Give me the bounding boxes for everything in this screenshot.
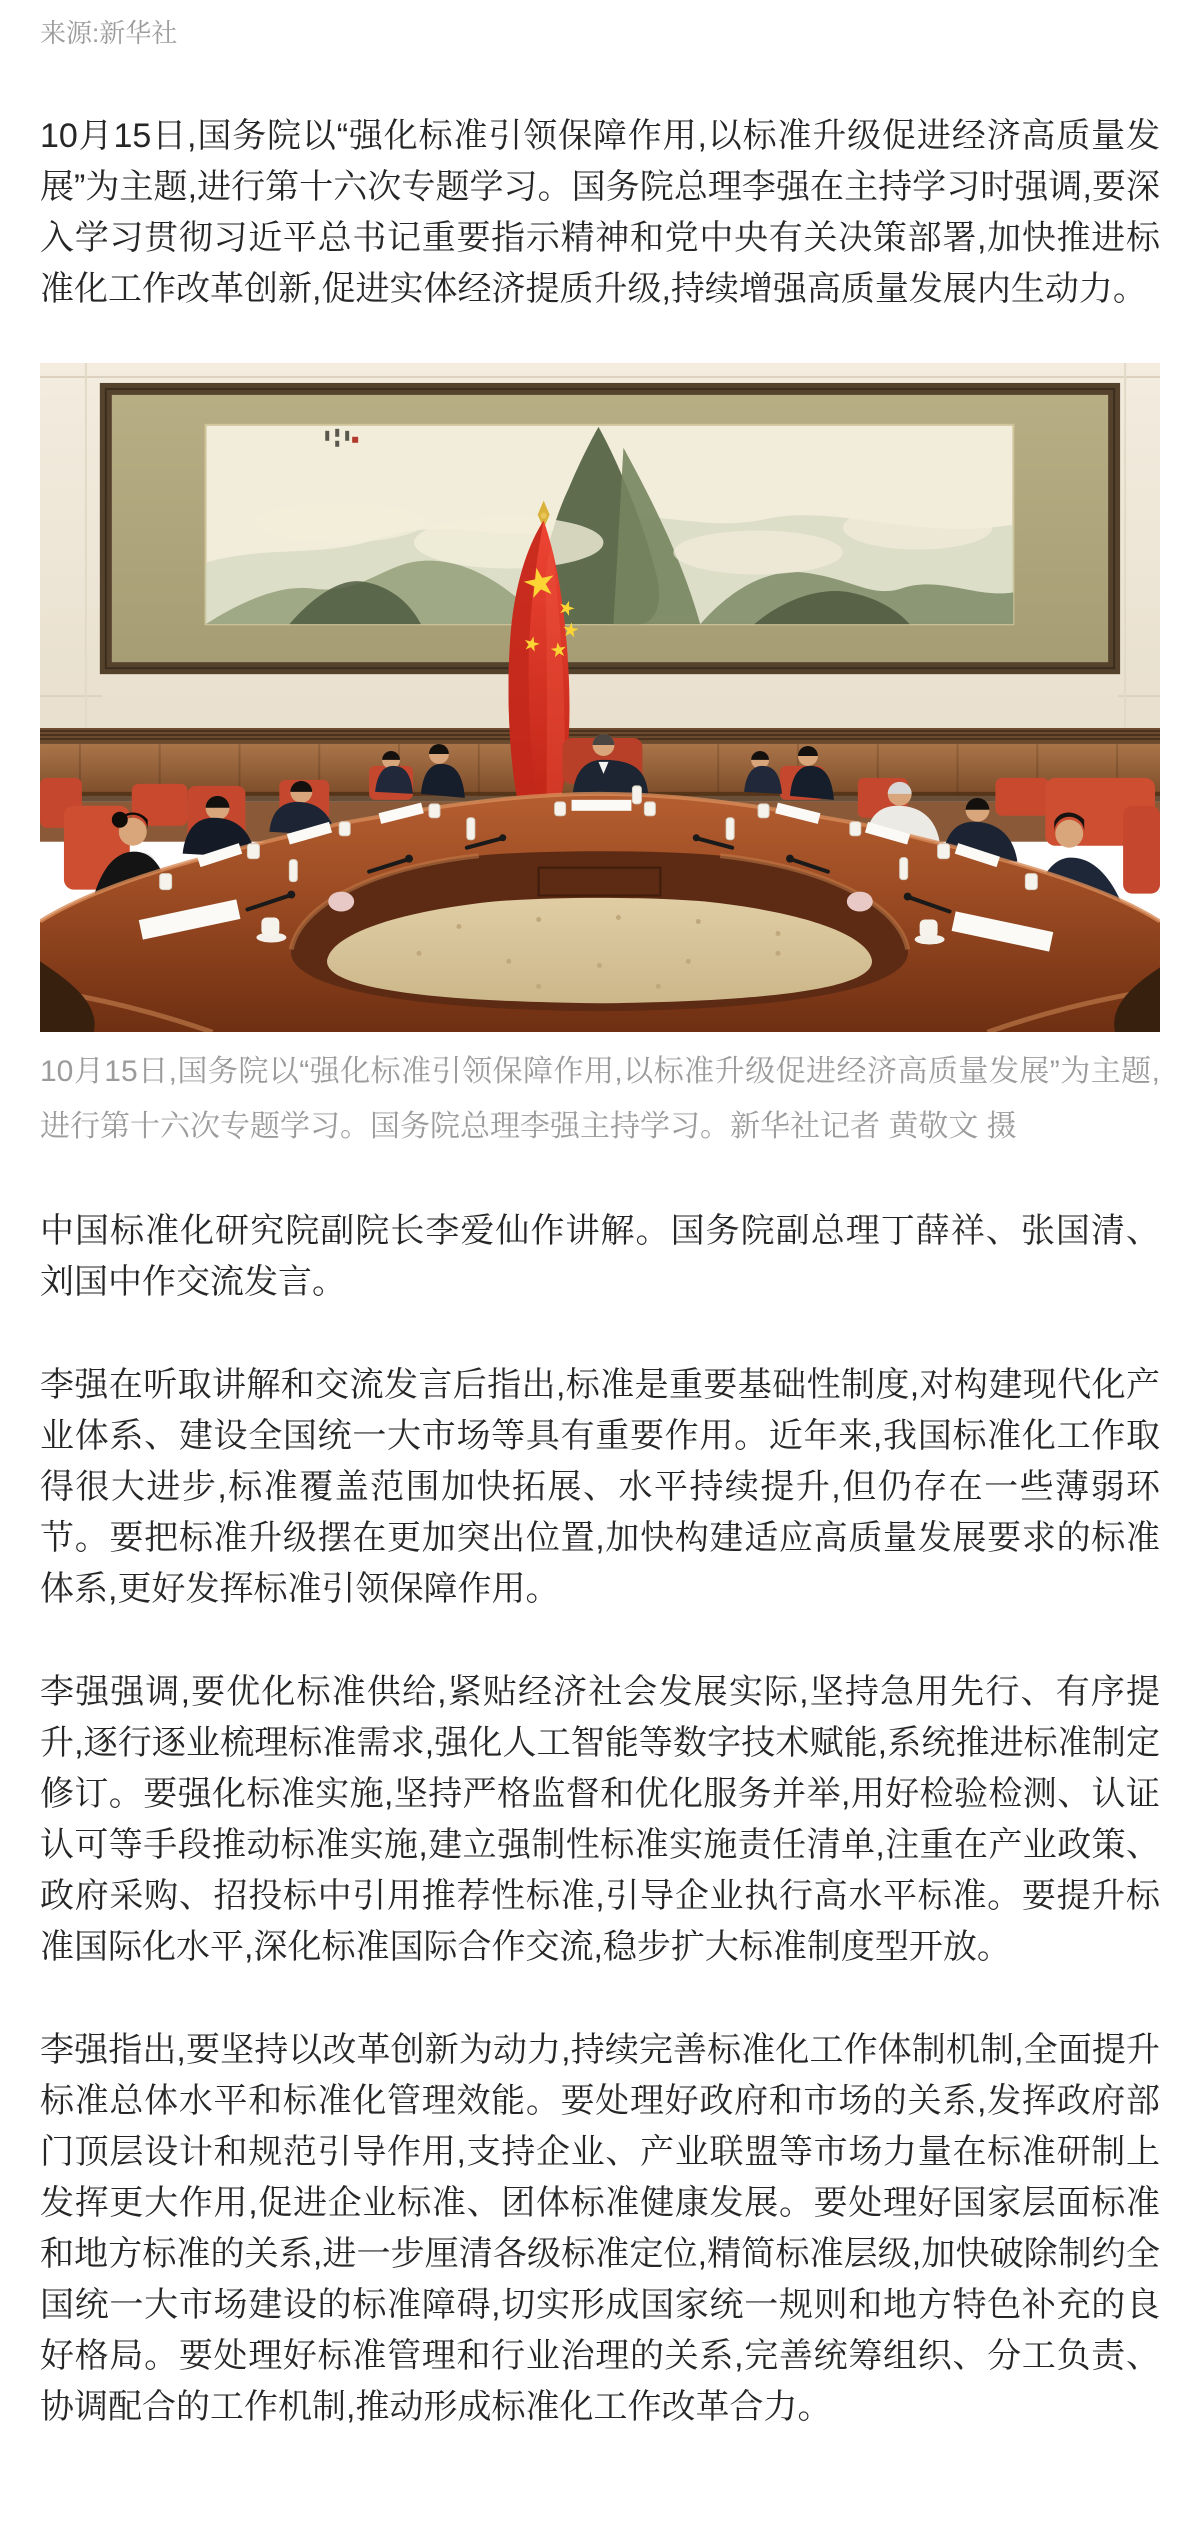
paragraph-5: 李强指出,要坚持以改革创新为动力,持续完善标准化工作体制机制,全面提升标准总体水平和标准化管理效能。要处理好政府和市场的关系,发挥政府部门顶层设计和规范引导作用,支持企业、产业联盟等市场力量在标准研制上发挥更大作用,促进企业标准、团体标准健康发展。要处理好国家层面标准和地方标准的关系,进一步厘清各级标准定位,精简标准层级,加快破除制约全国统一大市场建设的标准障碍,切实形成国家统一规则和地方特色补充的良好格局。要处理好标准管理和行业治理的关系,完善统筹组织、分工负责、协调配合的工作机制,推动形成标准化工作改革合力。 bbox=[40, 2031, 1160, 2427]
landscape-painting bbox=[100, 383, 1120, 674]
meeting-photo bbox=[40, 363, 1160, 1032]
article-photo bbox=[40, 363, 1160, 1154]
article-source: 来源:新华社 bbox=[40, 18, 178, 48]
paragraph-3: 李强在听取讲解和交流发言后指出,标准是重要基础性制度,对构建现代化产业体系、建设全国统一大市场等具有重要作用。近年来,我国标准化工作取得很大进步,标准覆盖范围加快拓展、水平持续提升,但仍存在一些薄弱环节。要把标准升级摆在更加突出位置,加快构建适应高质量发展要求的标准体系,更好发挥标准引领保障作用。 bbox=[40, 1366, 1160, 1609]
photo-caption: 10月15日,国务院以“强化标准引领保障作用,以标准升级促进经济高质量发展”为主题,进行第十六次专题学习。国务院总理李强主持学习。新华社记者 黄敬文 摄 bbox=[40, 1055, 1160, 1144]
paragraph-4: 李强强调,要优化标准供给,紧贴经济社会发展实际,坚持急用先行、有序提升,逐行逐业梳理标准需求,强化人工智能等数字技术赋能,系统推进标准制定修订。要强化标准实施,坚持严格监督和优化服务并举,用好检验检测、认证认可等手段推动标准实施,建立强制性标准实施责任清单,注重在产业政策、政府采购、招投标中引用推荐性标准,引导企业执行高水平标准。要提升标准国际化水平,深化标准国际合作交流,稳步扩大标准制度型开放。 bbox=[40, 1673, 1160, 1967]
paragraph-2: 中国标准化研究院副院长李爱仙作讲解。国务院副总理丁薛祥、张国清、刘国中作交流发言。 bbox=[40, 1212, 1160, 1302]
paragraph-1: 10月15日,国务院以“强化标准引领保障作用,以标准升级促进经济高质量发展”为主题,进行第十六次专题学习。国务院总理李强在主持学习时强调,要深入学习贯彻习近平总书记重要指示精神和党中央有关决策部署,加快推进标准化工作改革创新,促进实体经济提质升级,持续增强高质量发展内生动力。 bbox=[40, 117, 1160, 308]
